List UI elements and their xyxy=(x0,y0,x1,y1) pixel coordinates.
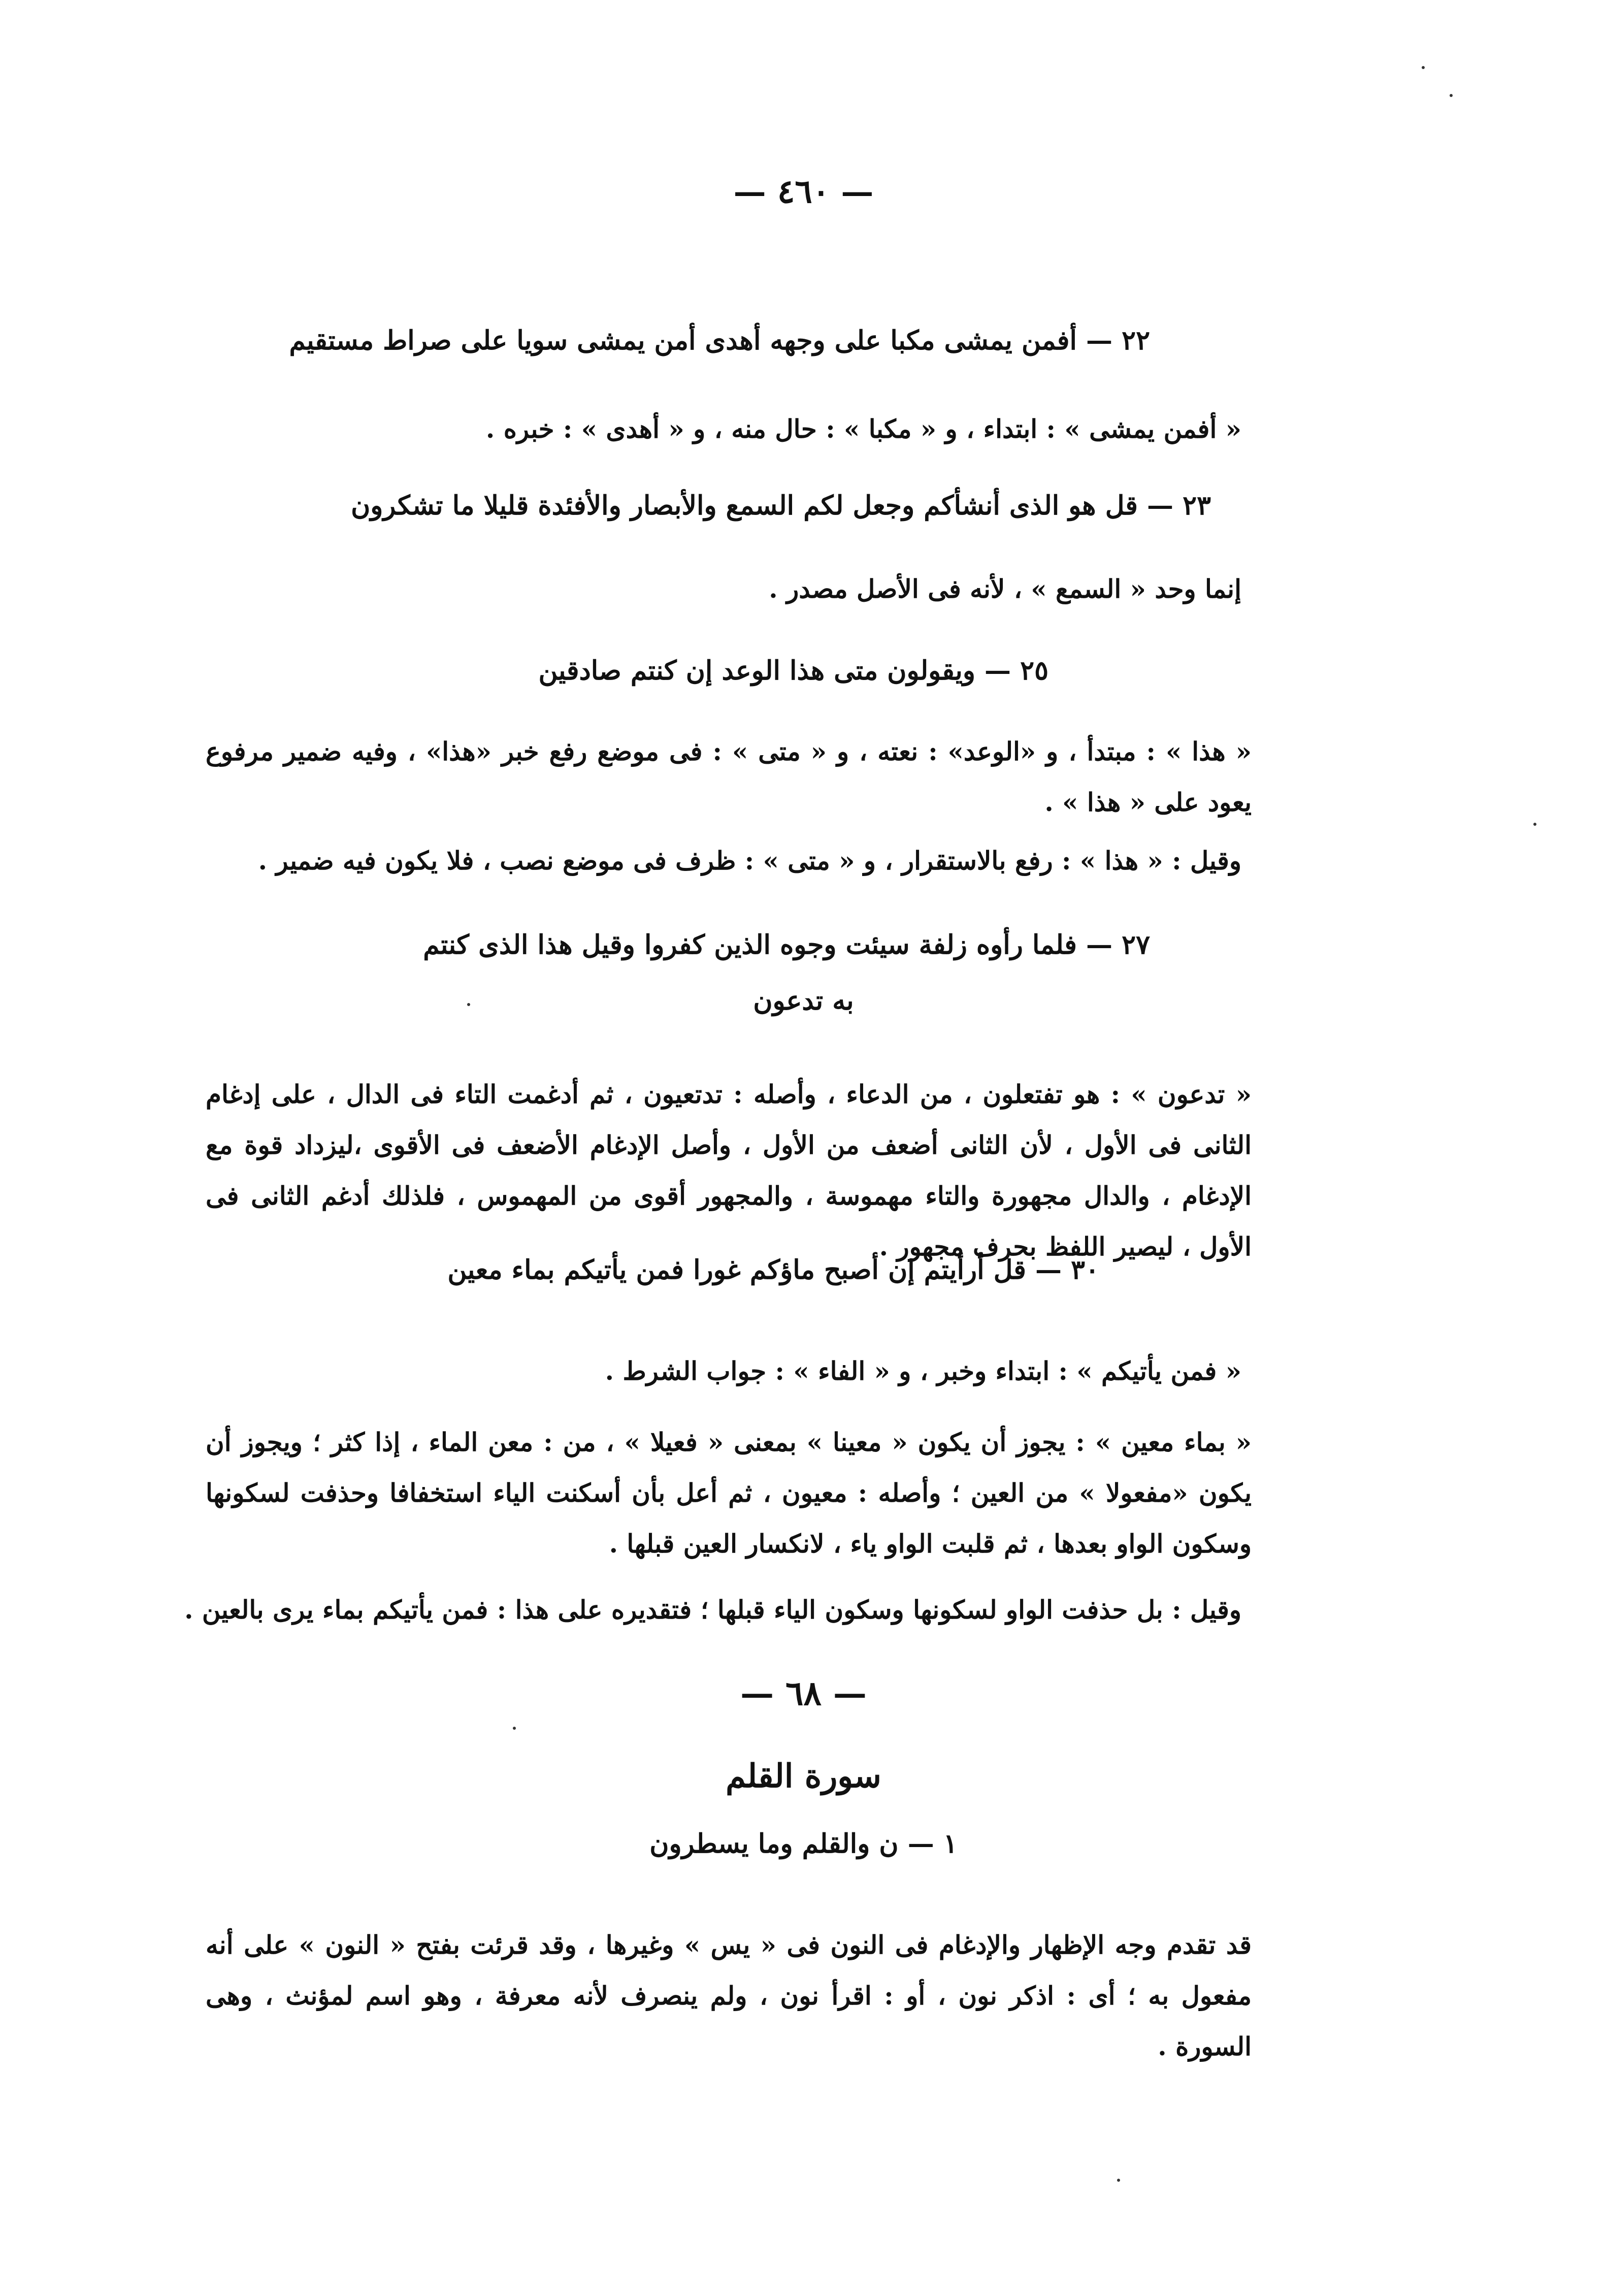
para-verse-30: « بماء معين » : يجوز أن يكون « معينا » بمعنى « فعيلا » ، من : معن الماء ، إذا كثر ؛ ويجوز أن يكون «مفعولا » من العين ؛ وأصله : معيون ، ثم أعل بأن أسكنت الياء استخفافا وحذفت لسكونها وسكون الواو بعدها ، ثم قلبت الواو ياء ، لانكسار العين قبلها . xyxy=(206,1427,1252,1559)
scan-speck xyxy=(1533,823,1536,826)
surah-number: — ٦٨ — xyxy=(740,1673,867,1713)
page-number: — ٤٦٠ — xyxy=(733,173,874,211)
para-verse-25: « هذا » : مبتدأ ، و «الوعد» : نعته ، و « متى » : فى موضع رفع خبر «هذا» ، وفيه ضمير مرفوع يعود على « هذا » . xyxy=(206,736,1252,817)
scan-speck xyxy=(467,1003,470,1006)
para-verse-1: قد تقدم وجه الإظهار والإدغام فى النون فى « يس » وغيرها ، وقد قرئت بفتح « النون » على أنه مفعول به ؛ أى : اذكر نون ، أو : اقرأ نون ، ولم ينصرف لأنه معرفة ، وهو اسم لمؤنث ، وهى السورة . xyxy=(206,1930,1252,2061)
note-verse-30: « فمن يأتيكم » : ابتداء وخبر ، و « الفاء » : جواب الشرط . xyxy=(605,1356,1241,1386)
verse-22: ٢٢ — أفمن يمشى مكبا على وجهه أهدى أمن يمشى سويا على صراط مستقيم xyxy=(289,325,1150,356)
scan-speck xyxy=(1117,2179,1120,2182)
note-verse-25-alt: وقيل : « هذا » : رفع بالاستقرار ، و « متى » : ظرف فى موضع نصب ، فلا يكون فيه ضمير . xyxy=(258,846,1241,876)
scan-speck xyxy=(1450,94,1453,97)
surah-title: سورة القلم xyxy=(726,1757,881,1795)
scan-speck xyxy=(1422,66,1425,69)
verse-30: ٣٠ — قل أرأيتم إن أصبح ماؤكم غورا فمن يأتيكم بماء معين xyxy=(447,1254,1099,1285)
verse-25: ٢٥ — ويقولون متى هذا الوعد إن كنتم صادقين xyxy=(538,655,1048,686)
verse-27-continuation: به تدعون xyxy=(753,985,854,1016)
verse-27: ٢٧ — فلما رأوه زلفة سيئت وجوه الذين كفروا وقيل هذا الذى كنتم xyxy=(423,929,1150,960)
verse-1: ١ — ن والقلم وما يسطرون xyxy=(649,1828,958,1859)
para-verse-27: « تدعون » : هو تفتعلون ، من الدعاء ، وأصله : تدتعيون ، ثم أدغمت التاء فى الدال ، على إدغام الثانى فى الأول ، لأن الثانى أضعف من الأول ، وأصل الإدغام الأضعف فى الأقوى ،ليزداد قوة مع الإدغام ، والدال مجهورة والتاء مهموسة ، والمجهور أقوى من المهموس ، فلذلك أدغم الثانى فى الأول ، ليصير اللفظ بحرف مجهور . xyxy=(206,1079,1252,1262)
note-verse-22: « أفمن يمشى » : ابتداء ، و « مكبا » : حال منه ، و « أهدى » : خبره . xyxy=(485,414,1241,444)
scan-speck xyxy=(513,1727,516,1730)
note-verse-30-alt: وقيل : بل حذفت الواو لسكونها وسكون الياء قبلها ؛ فتقديره على هذا : فمن يأتيكم بماء يرى بالعين . xyxy=(184,1595,1241,1625)
note-verse-23: إنما وحد « السمع » ، لأنه فى الأصل مصدر . xyxy=(769,574,1241,604)
verse-23: ٢٣ — قل هو الذى أنشأكم وجعل لكم السمع والأبصار والأفئدة قليلا ما تشكرون xyxy=(351,490,1211,521)
